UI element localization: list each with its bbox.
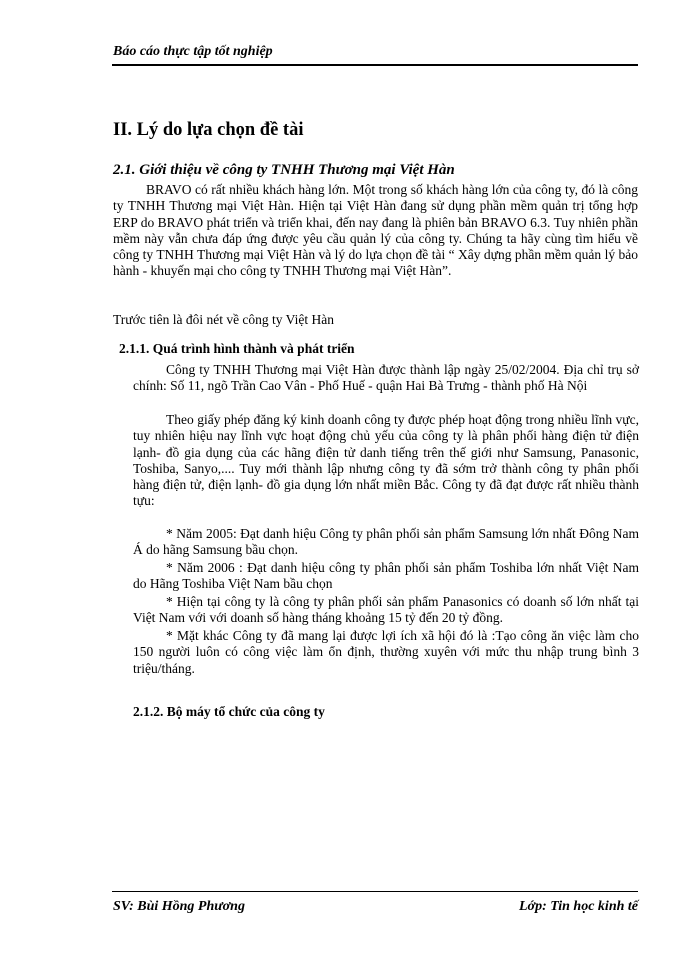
- subsection-2-1-2-title: 2.1.2. Bộ máy tổ chức của công ty: [133, 704, 325, 719]
- achievement-item: * Hiện tại công ty là công ty phân phối sản phẩm Panasonics có doanh số lớn nhất tại Việt Nam với với doanh số hàng tháng khoảng 15 tỷ đến 20 tỷ đồng.: [133, 594, 639, 626]
- header-rule: [112, 64, 638, 66]
- footer-class: Lớp: Tin học kinh tế: [519, 899, 638, 914]
- subsection-2-1-intro-line: Trước tiên là đôi nét về công ty Việt Hàn: [113, 312, 334, 327]
- achievement-item: * Mặt khác Công ty đã mang lại được lợi ích xã hội đó là :Tạo công ăn việc làm cho 150 người luôn có công việc làm ổn định, thường xuyên với mức thu nhập trung bình 3 triệu/tháng.: [133, 628, 639, 676]
- history-paragraph-2: Theo giấy phép đăng ký kinh doanh công ty được phép hoạt động trong nhiều lĩnh vực, tuy nhiên hiệu nay lĩnh vực hoạt động chủ yếu của công ty là phân phối hàng điện tử điện lạnh- đồ gia dụng của các hãng điện tử danh tiếng trên thế giới như Samsung, Panasonic, Toshiba, Sanyo,.... Tuy mới thành lập nhưng công ty đã sớm trở thành công ty phân phối hàng điện tử, điện lạnh- đồ gia dụng lớn nhất miền Bắc. Công ty đã đạt được rất nhiều thành tựu:: [133, 412, 639, 509]
- header-title: Báo cáo thực tập tốt nghiệp: [113, 44, 273, 59]
- section-title: II. Lý do lựa chọn đề tài: [113, 120, 304, 140]
- history-paragraph-1: Công ty TNHH Thương mại Việt Hàn được thành lập ngày 25/02/2004. Địa chỉ trụ sở chính: Số 11, ngõ Trần Cao Vân - Phố Huế - quận Hai Bà Trưng - thành phố Hà Nội: [133, 362, 639, 394]
- achievement-item: * Năm 2006 : Đạt danh hiệu công ty phân phối sản phẩm Toshiba lớn nhất Việt Nam do Hãng Toshiba Việt Nam bầu chọn: [133, 560, 639, 592]
- subsection-2-1-title: 2.1. Giới thiệu về công ty TNHH Thương mại Việt Hàn: [113, 162, 455, 178]
- subsection-2-1-1-title: 2.1.1. Quá trình hình thành và phát triển: [119, 341, 355, 356]
- footer-student: SV: Bùi Hồng Phương: [113, 899, 245, 914]
- footer-rule: [112, 891, 638, 892]
- subsection-2-1-paragraph: BRAVO có rất nhiều khách hàng lớn. Một trong số khách hàng lớn của công ty, đó là công ty TNHH Thương mại Việt Hàn. Hiện tại Việt Hàn đang sử dụng phần mềm quản trị tổng hợp ERP do BRAVO phát triển và triển khai, đến nay đang là phiên bản BRAVO 6.3. Tuy nhiên phần mềm này vẫn chưa đáp ứng được yêu cầu quản lý của công ty. Chúng ta hãy cùng tìm hiểu về công ty TNHH Thương mại Việt Hàn và lý do lựa chọn đề tài “ Xây dựng phần mềm quản lý bảo hành - khuyến mại cho công ty TNHH Thương mại Việt Hàn”.: [113, 182, 638, 279]
- achievement-item: * Năm 2005: Đạt danh hiệu Công ty phân phối sản phẩm Samsung lớn nhất Đông Nam Á do hãng Samsung bầu chọn.: [133, 526, 639, 558]
